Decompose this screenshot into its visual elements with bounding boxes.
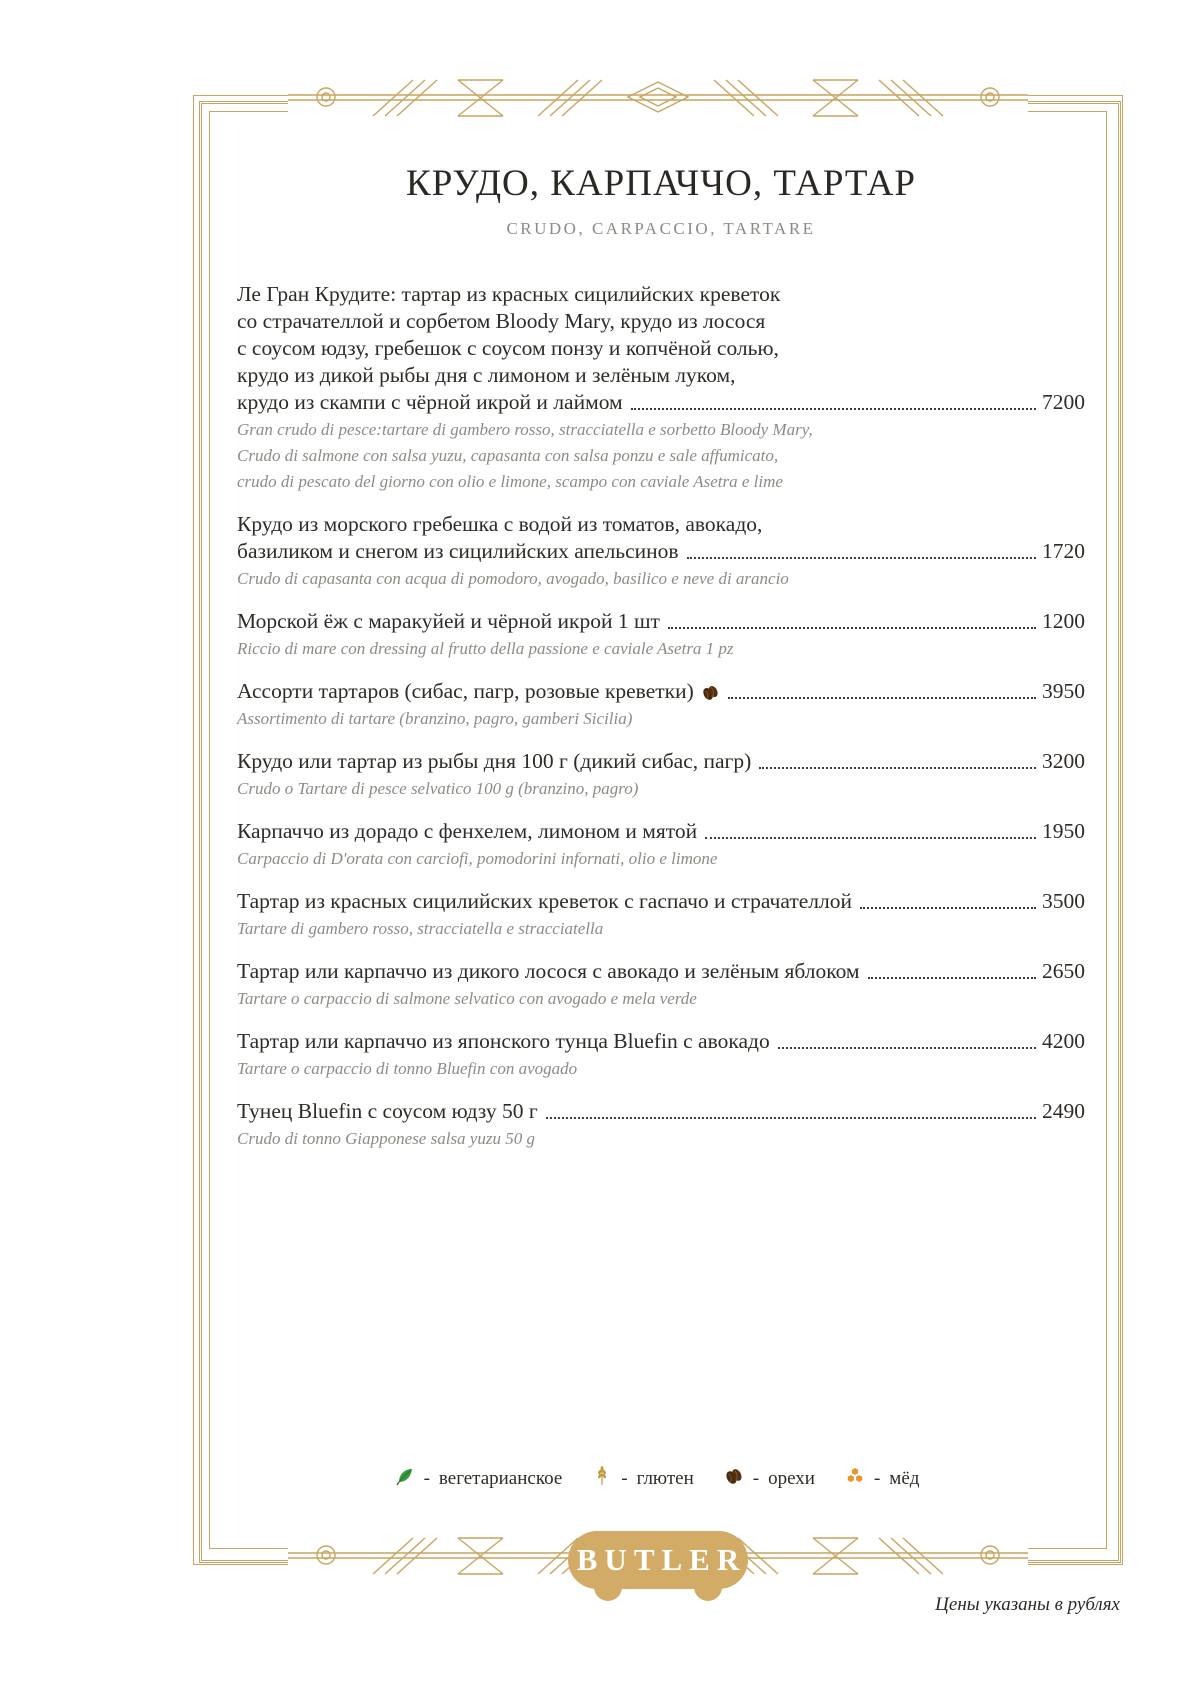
nut-icon xyxy=(724,1466,744,1492)
item-name-line: крудо из дикой рыбы дня с лимоном и зелёным луком, xyxy=(237,363,736,387)
item-name-line: Карпаччо из дорадо с фенхелем, лимоном и мятой xyxy=(237,819,698,843)
dot-leader xyxy=(868,977,1036,979)
item-translation-line: Carpaccio di D'orata con carciofi, pomodorini infornati, olio e limone xyxy=(237,849,718,868)
menu-item xyxy=(237,748,1085,801)
item-price: 7200 xyxy=(1042,390,1085,414)
item-price-row xyxy=(237,1098,1085,1125)
item-translation-line: Crudo o Tartare di pesce selvatico 100 g (branzino, pagro) xyxy=(237,779,639,798)
item-name-line: Тартар или карпаччо из японского тунца Bluefin с авокадо xyxy=(237,1029,770,1053)
item-name-line: Тартар или карпаччо из дикого лосося с авокадо и зелёным яблоком xyxy=(237,959,860,983)
item-translation-line: Gran crudo di pesce:tartare di gambero rosso, stracciatella e sorbetto Bloody Mary, xyxy=(237,420,813,439)
item-translation-line: crudo di pescato del giorno con olio e limone, scampo con caviale Asetra e lime xyxy=(237,472,783,491)
legend-entry xyxy=(845,1466,919,1492)
legend-label: глютен xyxy=(636,1468,694,1489)
wheat-icon xyxy=(592,1466,612,1492)
legend-separator: - xyxy=(873,1468,881,1489)
item-translation-line: Tartare di gambero rosso, stracciatella e stracciatella xyxy=(237,919,604,938)
menu-item xyxy=(237,678,1085,731)
legend-separator: - xyxy=(423,1468,430,1489)
menu-item xyxy=(237,818,1085,871)
item-price-row xyxy=(237,538,1085,565)
menu-item xyxy=(237,888,1085,941)
item-translation-line: Tartare o carpaccio di salmone selvatico con avogado e mela verde xyxy=(237,989,697,1008)
item-price: 3200 xyxy=(1042,749,1085,773)
page-title: КРУДО, КАРПАЧЧО, ТАРТАР xyxy=(406,163,916,204)
item-price-row xyxy=(237,888,1085,915)
dot-leader xyxy=(728,697,1036,699)
item-name-line: Тартар из красных сицилийских креветок с гаспачо и страчателлой xyxy=(237,889,852,913)
item-price: 3950 xyxy=(1042,679,1085,703)
dot-leader xyxy=(759,767,1036,769)
item-price: 1200 xyxy=(1042,609,1085,633)
allergen-legend xyxy=(193,1466,1121,1492)
dot-leader xyxy=(631,408,1036,410)
honey-icon xyxy=(845,1466,865,1492)
item-price-row xyxy=(237,1028,1085,1055)
item-price: 4200 xyxy=(1042,1029,1085,1053)
item-name-line: Морской ёж с маракуйей и чёрной икрой 1 шт xyxy=(237,609,660,633)
leaf-icon xyxy=(395,1466,415,1492)
item-price-row xyxy=(237,958,1085,985)
page-subtitle: CRUDO, CARPACCIO, TARTARE xyxy=(506,219,816,238)
legend-label: мёд xyxy=(889,1468,920,1489)
legend-label: орехи xyxy=(768,1468,815,1489)
menu-content xyxy=(237,162,1085,1168)
butler-logo xyxy=(568,1531,748,1589)
item-price-row xyxy=(237,389,1085,416)
menu-items-list xyxy=(237,281,1085,1151)
item-name-line: крудо из скампи с чёрной икрой и лаймом xyxy=(237,390,623,414)
legend-entry xyxy=(724,1466,815,1492)
item-price-row xyxy=(237,748,1085,775)
item-translation-line: Tartare o carpaccio di tonno Bluefin con avogado xyxy=(237,1059,578,1078)
item-translation-line: Crudo di tonno Giapponese salsa yuzu 50 g xyxy=(237,1129,535,1148)
item-price: 1720 xyxy=(1042,539,1085,563)
item-name-line: базиликом и снегом из сицилийских апельсинов xyxy=(237,539,679,563)
item-translation-line: Riccio di mare con dressing al frutto della passione e caviale Asetra 1 pz xyxy=(237,639,734,658)
butler-logo-text: BUTLER xyxy=(576,1542,747,1577)
item-price: 3500 xyxy=(1042,889,1085,913)
menu-item xyxy=(237,608,1085,661)
item-price-row xyxy=(237,818,1085,845)
item-name-line: Ассорти тартаров (сибас, пагр, розовые креветки) xyxy=(237,679,694,703)
dot-leader xyxy=(668,627,1036,629)
item-name-line: с соусом юдзу, гребешок с соусом понзу и копчёной солью, xyxy=(237,336,779,360)
legend-entry xyxy=(592,1466,694,1492)
item-price: 2490 xyxy=(1042,1099,1085,1123)
legend-separator: - xyxy=(752,1468,760,1489)
nut-icon xyxy=(701,682,720,701)
item-name-line: со страчателлой и сорбетом Bloody Mary, крудо из лосося xyxy=(237,309,766,333)
menu-item xyxy=(237,1028,1085,1081)
item-name-line: Крудо из морского гребешка с водой из томатов, авокадо, xyxy=(237,512,763,536)
item-price: 2650 xyxy=(1042,959,1085,983)
menu-item xyxy=(237,511,1085,591)
legend-separator: - xyxy=(621,1468,628,1489)
dot-leader xyxy=(705,837,1036,839)
currency-note: Цены указаны в рублях xyxy=(935,1594,1120,1615)
menu-item xyxy=(237,1098,1085,1151)
dot-leader xyxy=(778,1047,1036,1049)
dot-leader xyxy=(687,557,1036,559)
item-translation-line: Crudo di capasanta con acqua di pomodoro, avogado, basilico e neve di arancio xyxy=(237,569,789,588)
item-price-row xyxy=(237,678,1085,705)
dot-leader xyxy=(860,907,1036,909)
item-name-line: Ле Гран Крудите: тартар из красных сицилийских креветок xyxy=(237,282,781,306)
menu-item xyxy=(237,281,1085,494)
dot-leader xyxy=(546,1117,1036,1119)
item-translation-line: Assortimento di tartare (branzino, pagro, gamberi Sicilia) xyxy=(237,709,633,728)
item-price: 1950 xyxy=(1042,819,1085,843)
legend-label: вегетарианское xyxy=(438,1468,563,1489)
item-name-line: Тунец Bluefin с соусом юдзу 50 г xyxy=(237,1099,538,1123)
item-price-row xyxy=(237,608,1085,635)
badge-foot-right xyxy=(694,1587,722,1601)
art-deco-top-ornament xyxy=(288,72,1028,124)
item-name-line: Крудо или тартар из рыбы дня 100 г (дикий сибас, пагр) xyxy=(237,749,752,773)
item-translation-line: Crudo di salmone con salsa yuzu, capasanta con salsa ponzu e sale affumicato, xyxy=(237,446,779,465)
menu-item xyxy=(237,958,1085,1011)
badge-foot-left xyxy=(594,1587,622,1601)
legend-entry xyxy=(395,1466,563,1492)
